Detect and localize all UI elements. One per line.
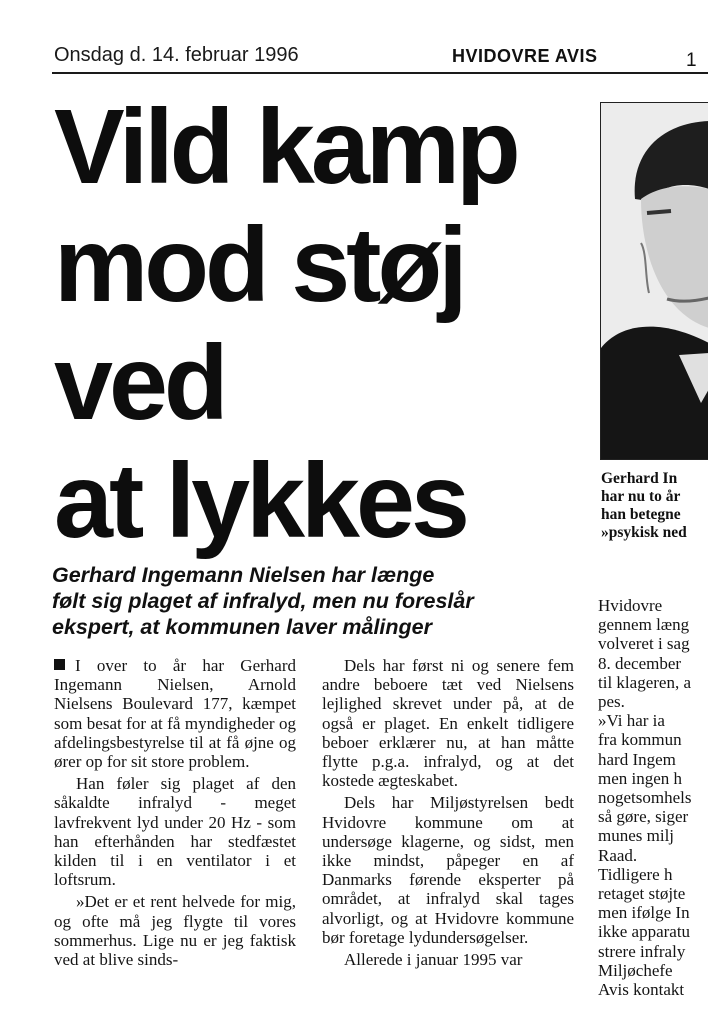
subheadline-line-2: følt sig plaget af infralyd, men nu foreslår (52, 589, 474, 613)
page-number: 1 (686, 50, 697, 71)
text-line: 8. december (598, 653, 682, 673)
paragraph (54, 656, 296, 771)
issue-date: Onsdag d. 14. februar 1996 (54, 44, 299, 66)
text-line: Tidligere h (598, 864, 673, 884)
text-line: strere infraly (598, 941, 686, 961)
paragraph: »Det er et rent helvede for mig, og ofte må jeg flygte til vores sommerhus. Lige nu er jeg faktisk ved at blive sinds- (54, 892, 296, 970)
article-column-1 (54, 656, 296, 972)
subheadline (52, 562, 582, 640)
paragraph-text: I over to år har Gerhard Ingemann Nielsen, Arnold Nielsens Boulevard 177, kæmpet som besat for at få myndigheder og afdelingsbestyrelse til at få øjne og ører op for sit store problem. (54, 656, 296, 772)
caption-line: »psykisk ned (601, 524, 687, 541)
text-line: men ifølge In (598, 903, 690, 923)
portrait-photo (600, 102, 708, 460)
text-line: fra kommun (598, 730, 682, 750)
portrait-image (601, 103, 708, 459)
paragraph: Dels har først ni og senere fem andre beboere tæt ved Nielsens lejlighed skrevet under på, at de også er plaget. En enkelt tidligere beboer erklærer nu, at han måtte flytte p.g.a. infralyd, og at det kostede ægteskabet. (322, 656, 574, 791)
headline-line-3: ved (54, 324, 225, 442)
text-line: ikke apparatu (598, 922, 691, 942)
newspaper-name: HVIDOVRE AVIS (452, 46, 598, 66)
text-line: nogetsomhels (598, 788, 692, 808)
text-line: Avis kontakt (598, 980, 685, 1000)
paragraph: Han føler sig plaget af den såkaldte infralyd - meget lavfrekvent lyd under 20 Hz - som han efterhånden har stedfæstet kilden til i en ventilator i et loftsrum. (54, 774, 296, 890)
text-line: volveret i sag (598, 634, 690, 654)
text-line: så gøre, siger (598, 807, 689, 827)
text-line: gennem læng (598, 615, 690, 635)
text-line: til klageren, a (598, 672, 691, 692)
text-line: hard Ingem (598, 749, 676, 769)
caption-line: Gerhard In (601, 470, 678, 487)
caption-line: har nu to år (601, 488, 681, 505)
headline-line-1: Vild kamp (54, 88, 517, 206)
text-line: Hvidovre (598, 596, 663, 615)
paragraph: Allerede i januar 1995 var (344, 950, 523, 970)
subheadline-line-3: ekspert, at kommunen laver målinger (52, 615, 432, 639)
text-line: Miljøchefe (598, 960, 673, 980)
article-column-3 (598, 596, 708, 999)
photo-caption (601, 470, 708, 542)
caption-line: han betegne (601, 506, 681, 523)
subheadline-line-1: Gerhard Ingemann Nielsen har længe (52, 563, 435, 587)
text-line: »Vi har ia (598, 711, 665, 731)
text-line: Raad. (598, 845, 638, 865)
text-line: pes. (598, 692, 625, 712)
text-line: men ingen h (598, 768, 683, 788)
bullet-square-icon (54, 659, 65, 670)
text-line: munes milj (598, 826, 675, 846)
paragraph: Dels har Miljøstyrelsen bedt Hvidovre kommune om at undersøge klagerne, og sidst, men ikke mindst, påpeger en af Danmarks førende eksperter på området, at infralyd skal tages alvorligt, og at Hvidovre kommune bør foretage lydundersøgelser. (322, 793, 574, 947)
masthead-divider (52, 72, 708, 74)
headline-line-2: mod støj (54, 206, 464, 324)
article-column-2 (322, 656, 574, 972)
headline-line-4: at lykkes (54, 442, 466, 560)
text-line: retaget støjte (598, 884, 686, 904)
